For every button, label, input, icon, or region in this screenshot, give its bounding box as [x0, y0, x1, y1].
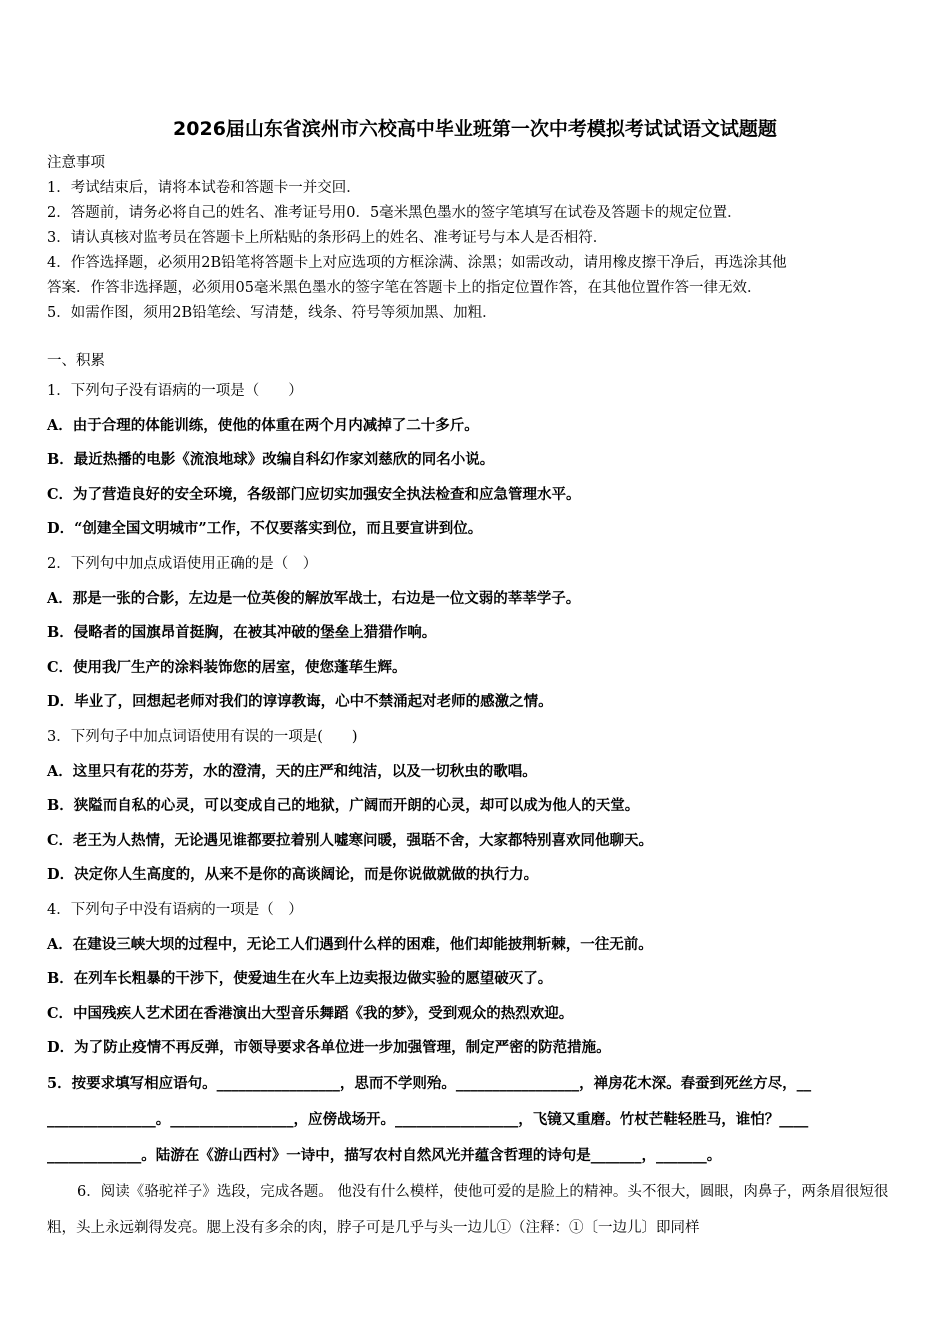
- fill-in-line: _______________。_________________，应傍战场开。_________________，飞镜又重磨。竹杖芒鞋轻胜马，谁怕？____: [47, 1110, 809, 1128]
- option-b: B．最近热播的电影《流浪地球》改编自科幻作家刘慈欣的同名小说。: [47, 451, 495, 469]
- question-stem: 3．下列句子中加点词语使用有误的一项是( ): [47, 728, 358, 745]
- note-item: 1．考试结束后，请将本试卷和答题卡一并交回．: [47, 180, 361, 196]
- option-b: B．侵略者的国旗昂首挺胸，在被其冲破的堡垒上猎猎作响。: [47, 624, 437, 642]
- option-b: B．在列车长粗暴的干涉下，使爱迪生在火车上边卖报边做实验的愿望破灭了。: [47, 970, 553, 988]
- option-d: D．毕业了，回想起老师对我们的谆谆教诲，心中不禁涌起对老师的感激之情。: [47, 693, 553, 711]
- option-c: C．中国残疾人艺术团在香港演出大型音乐舞蹈《我的梦》，受到观众的热烈欢迎。: [47, 1004, 574, 1022]
- notes-heading: 注意事项: [47, 155, 105, 171]
- option-a: A．那是一张的合影，左边是一位英俊的解放军战士，右边是一位文弱的莘莘学子。: [47, 589, 581, 607]
- note-item: 4．作答选择题，必须用2B铅笔将答题卡上对应选项的方框涂满、涂黑；如需改动，请用橡皮擦干净后，再选涂其他: [47, 255, 787, 271]
- note-item: 2．答题前，请务必将自己的姓名、准考证号用0．5毫米黑色墨水的签字笔填写在试卷及答题卡的规定位置．: [47, 205, 742, 221]
- question-stem: 2．下列句中加点成语使用正确的是（ ）: [47, 555, 318, 572]
- question-stem: 4．下列句子中没有语病的一项是（ ）: [47, 901, 303, 918]
- section-heading: 一、积累: [47, 353, 105, 369]
- option-a: A．在建设三峡大坝的过程中，无论工人们遇到什么样的困难，他们却能披荆斩棘，一往无前。: [47, 935, 653, 953]
- option-a: A．这里只有花的芬芳，水的澄清，天的庄严和纯洁，以及一切秋虫的歌唱。: [47, 762, 537, 780]
- question-1: [47, 374, 917, 547]
- note-item: 5．如需作图，须用2B铅笔绘、写清楚，线条、符号等须加黑、加粗．: [47, 305, 497, 321]
- option-c: C．为了营造良好的安全环境，各级部门应切实加强安全执法检查和应急管理水平。: [47, 485, 581, 503]
- question-4: [47, 893, 917, 1066]
- fill-in-line: 5．按要求填写相应语句。_________________，思而不学则殆。_________________，禅房花木深。春蚕到死丝方尽，__: [47, 1074, 812, 1092]
- notes-section: [47, 151, 917, 326]
- question-stem: 1．下列句子没有语病的一项是（ ）: [47, 383, 303, 399]
- note-item: 3．请认真核对监考员在答题卡上所粘贴的条形码上的姓名、准考证号与本人是否相符．: [47, 230, 608, 246]
- option-a: A．由于合理的体能训练，使他的体重在两个月内减掉了二十多斤。: [47, 416, 479, 434]
- question-3: [47, 720, 917, 893]
- option-c: C．老王为人热情，无论遇见谁都要拉着别人嘘寒问暖，强聒不舍，大家都特别喜欢同他聊天。: [47, 831, 654, 849]
- option-d: D．为了防止疫情不再反弹，市领导要求各单位进一步加强管理，制定严密的防范措施。: [47, 1039, 611, 1057]
- option-d: D．决定你人生高度的，从来不是你的高谈阔论，而是你说做就做的执行力。: [47, 866, 539, 884]
- questions-section: [47, 349, 917, 1246]
- option-d: D．“创建全国文明城市”工作，不仅要落实到位，而且要宣讲到位。: [47, 520, 483, 538]
- question-5: [47, 1066, 917, 1174]
- question-6-passage: 6．阅读《骆驼祥子》选段，完成各题。 他没有什么模样，使他可爱的是脸上的精神。头不很大，圆眼，肉鼻子，两条眉很短很粗，头上永远剃得发亮。腮上没有多余的肉，脖子可是几乎与头一边儿①（注释：①〔一边儿〕即同样: [47, 1183, 889, 1236]
- option-b: B．狭隘而自私的心灵，可以变成自己的地狱，广阔而开朗的心灵，却可以成为他人的天堂。: [47, 797, 640, 815]
- document-title: 2026届山东省滨州市六校高中毕业班第一次中考模拟考试试语文试题题: [173, 118, 777, 140]
- question-2: [47, 547, 917, 720]
- note-item: 答案．作答非选择题，必须用05毫米黑色墨水的签字笔在答题卡上的指定位置作答，在其他位置作答一律无效．: [47, 280, 762, 296]
- fill-in-line: _____________。陆游在《游山西村》一诗中，描写农村自然风光并蕴含哲理的诗句是_______，_______。: [47, 1146, 722, 1164]
- option-c: C．使用我厂生产的涂料装饰您的居室，使您蓬荜生辉。: [47, 658, 407, 676]
